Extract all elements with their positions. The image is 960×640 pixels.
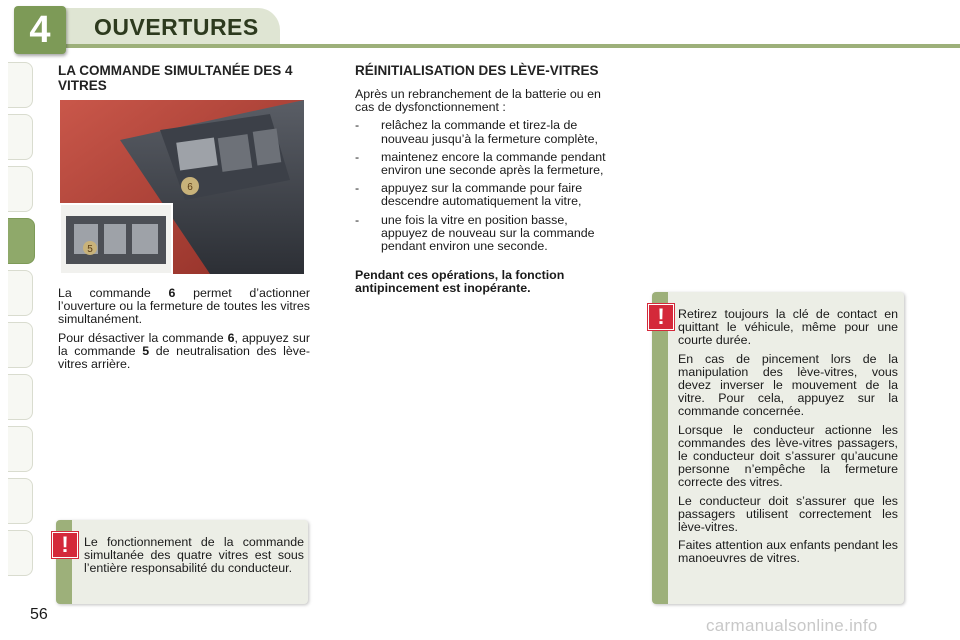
- list-dash: -: [355, 118, 360, 133]
- side-tab-10[interactable]: [8, 530, 33, 576]
- page-header: [0, 0, 960, 51]
- list-item-text: relâchez la commande et tirez-la de nouveau jusqu’à la fermeture complète,: [381, 118, 598, 146]
- side-tab-7[interactable]: [8, 374, 33, 420]
- control-6-label: 6: [187, 182, 193, 193]
- list-item: [355, 151, 607, 177]
- reset-intro: Après un rebranchement de la batterie ou en cas de dysfonctionnement :: [355, 87, 601, 115]
- watermark-text: carmanualsonline.info: [706, 616, 878, 635]
- right-warning-paragraph: Faites attention aux enfants pendant les manoeuvres de vitres.: [678, 538, 898, 566]
- left-column-heading-block: [58, 63, 310, 93]
- chapter-title: OUVERTURES: [94, 14, 259, 40]
- list-dash: -: [355, 149, 360, 164]
- para2-text-b: , appuyez sur la commande: [58, 330, 311, 358]
- side-tab-5[interactable]: [8, 270, 33, 316]
- para2-text-c: de neutralisation des lève-vitres arrière.: [58, 343, 310, 372]
- warning-exclamation-icon: !: [648, 304, 674, 330]
- page-number: 56: [30, 606, 48, 623]
- control-5-label: 5: [87, 244, 93, 255]
- right-warning-paragraph: En cas de pincement lors de la manipulation des lève-vitres, vous devez inverser le mouvement de la vitre. Pour cela, appuyez sur la commande concernée.: [678, 351, 898, 419]
- para2-control-number-a: 6: [227, 330, 235, 345]
- para2-control-number-b: 5: [142, 343, 150, 358]
- chapter-side-tabs: [8, 62, 34, 574]
- para2-text-a: Pour désactiver la commande: [58, 330, 228, 345]
- right-warning-text-block: [678, 308, 898, 571]
- warning-stripe: [652, 292, 668, 604]
- window-switch-illustration: [60, 100, 304, 274]
- left-warning-text-block: [84, 536, 304, 581]
- left-warning-box: [56, 520, 308, 604]
- side-tab-2[interactable]: [8, 114, 33, 160]
- para1-control-number: 6: [168, 286, 176, 300]
- paragraph-simultaneous-control: [58, 287, 310, 327]
- chapter-number-badge: 4: [14, 6, 66, 54]
- side-tab-3[interactable]: [8, 166, 33, 212]
- left-column-text: [58, 287, 310, 376]
- right-warning-box: [652, 292, 904, 604]
- reset-steps-list: [355, 119, 607, 253]
- section-heading-simultaneous: LA COMMANDE SIMULTANÉE DES 4 VITRES: [58, 63, 293, 93]
- window-switch-photo: [60, 100, 304, 274]
- list-item: [355, 214, 607, 254]
- side-tab-8[interactable]: [8, 426, 33, 472]
- warning-exclamation-icon: !: [52, 532, 78, 558]
- list-item: [355, 182, 607, 208]
- list-item-text: une fois la vitre en position basse, appuyez de nouveau sur la commande pendant environ une seconde.: [381, 212, 595, 254]
- side-tab-1[interactable]: [8, 62, 33, 108]
- list-dash: -: [355, 212, 360, 227]
- right-warning-paragraph: Retirez toujours la clé de contact en quittant le véhicule, même pour une courte durée.: [678, 307, 898, 348]
- list-item-text: maintenez encore la commande pendant environ une seconde après la fermeture,: [381, 149, 606, 178]
- side-tab-9[interactable]: [8, 478, 33, 524]
- list-item-text: appuyez sur la commande pour faire descendre automatiquement la vitre,: [381, 181, 583, 209]
- side-tab-6[interactable]: [8, 322, 33, 368]
- list-dash: -: [355, 181, 360, 196]
- para1-text-b: permet d’actionner l’ouverture ou la fermeture de toutes les vitres simultanément.: [58, 286, 310, 327]
- right-warning-paragraph: Le conducteur doit s’assurer que les passagers utilisent correctement les lève-vitres.: [678, 493, 898, 535]
- header-rule: [40, 44, 960, 48]
- para1-text-a: La commande: [58, 286, 169, 300]
- section-heading-reset: RÉINITIALISATION DES LÈVE-VITRES: [355, 63, 599, 78]
- list-item: [355, 119, 607, 145]
- paragraph-deactivate-control: [58, 332, 310, 372]
- left-warning-text: Le fonctionnement de la commande simultanée des quatre vitres est sous l’entière responsabilité du conducteur.: [84, 535, 304, 576]
- antipinch-note: Pendant ces opérations, la fonction antipincement est inopérante.: [355, 268, 565, 296]
- side-tab-4-active[interactable]: [8, 218, 35, 264]
- right-warning-paragraph: Lorsque le conducteur actionne les commandes des lève-vitres passagers, le conducteur doit s’assurer qu’aucune personne n’empêche la fermeture correcte des vitres.: [678, 422, 898, 490]
- middle-column: [355, 63, 607, 296]
